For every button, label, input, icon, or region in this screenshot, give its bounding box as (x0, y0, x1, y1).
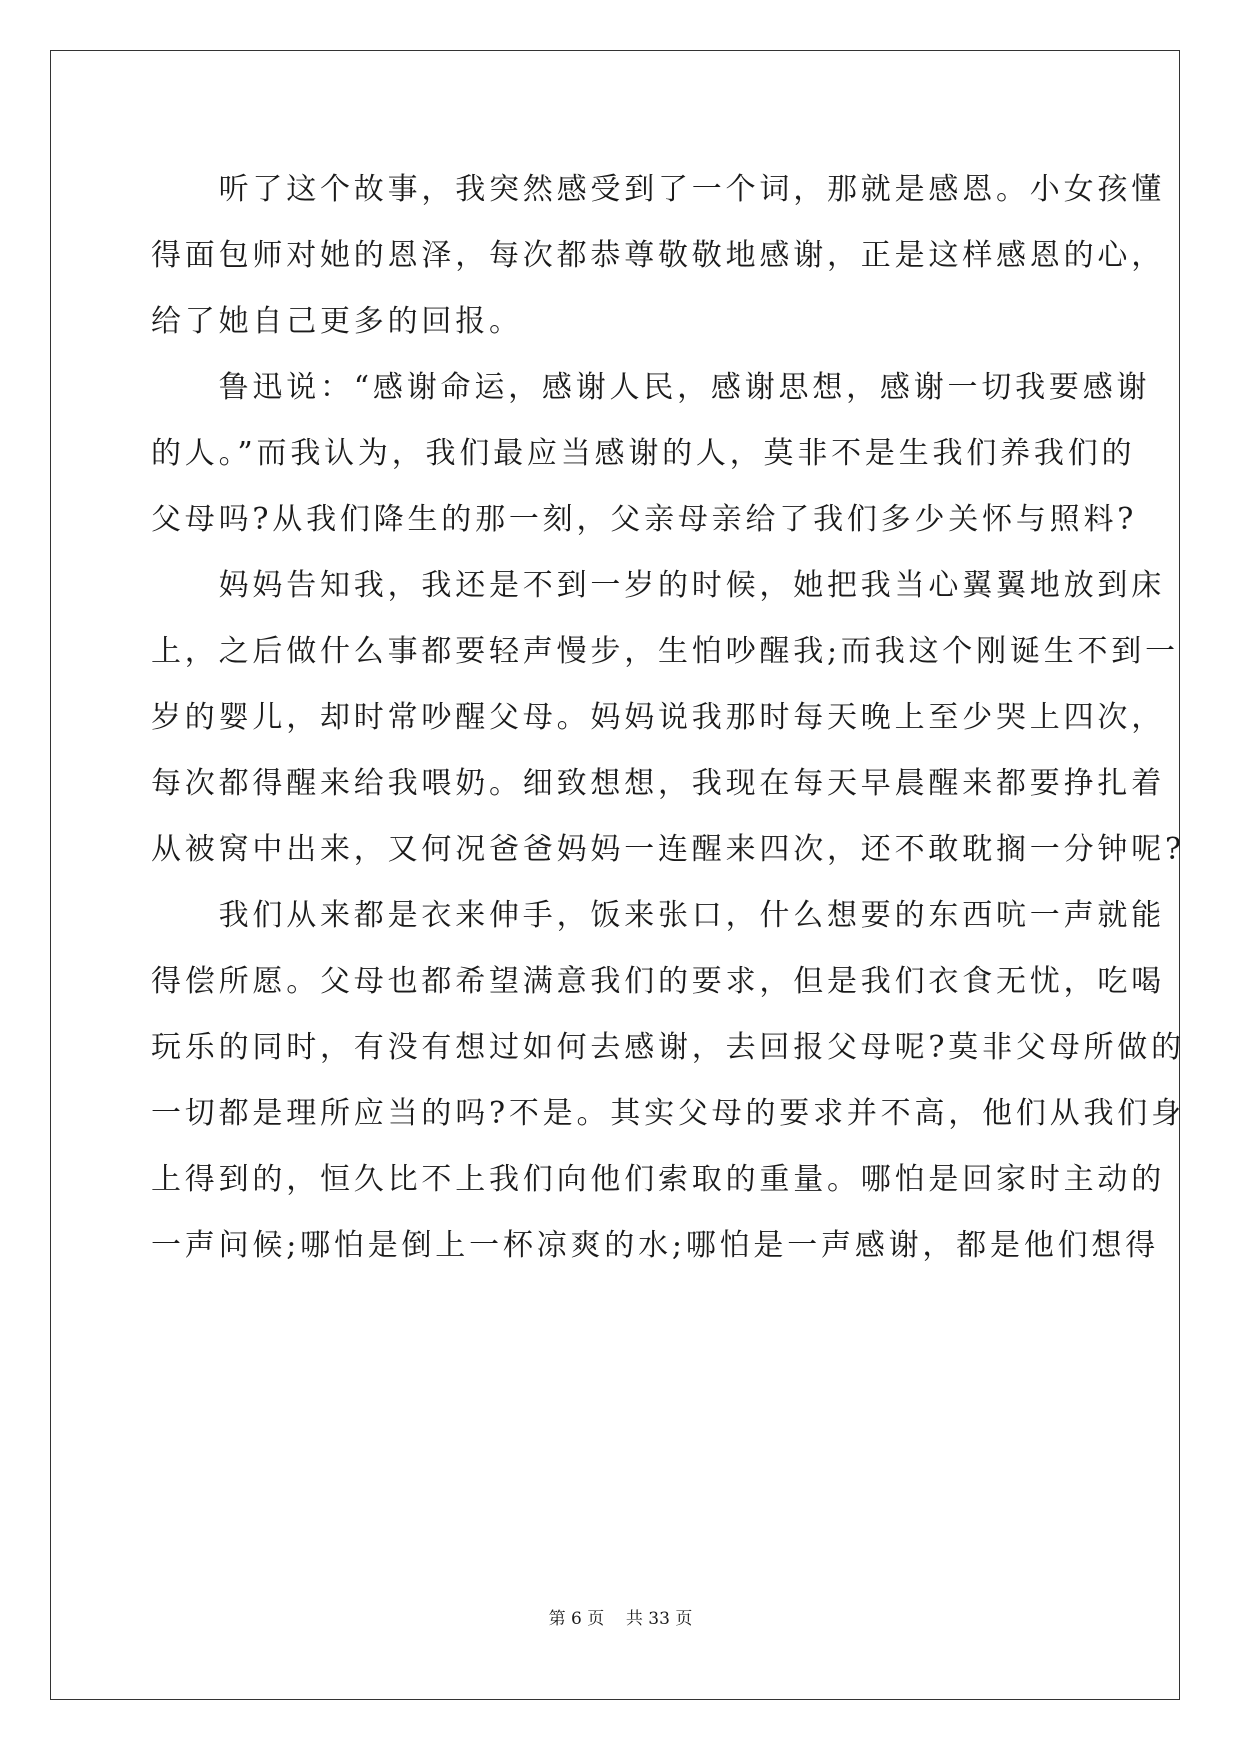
page-total: 共 33 页 (625, 1609, 693, 1629)
text-line: 一切都是理所应当的吗?不是。其实父母的要求并不高，他们从我们身 (151, 1096, 1185, 1131)
text-line: 给了她自己更多的回报。 (151, 304, 523, 339)
text-line: 岁的婴儿，却时常吵醒父母。妈妈说我那时每天晚上至少哭上四次， (151, 700, 1165, 735)
text-line: 的人。”而我认为，我们最应当感谢的人，莫非不是生我们养我们的 (151, 436, 1136, 471)
text-line: 一声问候;哪怕是倒上一杯凉爽的水;哪怕是一声感谢，都是他们想得 (151, 1228, 1160, 1263)
page-number: 第 6 页 (548, 1609, 605, 1629)
text-line: 我们从来都是衣来伸手，饭来张口，什么想要的东西吭一声就能 (151, 898, 1165, 933)
text-line: 玩乐的同时，有没有想过如何去感谢，去回报父母呢?莫非父母所做的 (151, 1030, 1185, 1065)
text-line: 从被窝中出来，又何况爸爸妈妈一连醒来四次，还不敢耽搁一分钟呢? (151, 832, 1185, 867)
text-line: 父母吗?从我们降生的那一刻，父亲母亲给了我们多少关怀与照料? (151, 502, 1138, 537)
text-line: 得偿所愿。父母也都希望满意我们的要求，但是我们衣食无忧，吃喝 (151, 964, 1165, 999)
text-line: 鲁迅说：“感谢命运，感谢人民，感谢思想，感谢一切我要感谢 (151, 370, 1151, 405)
page-footer (0, 1604, 1241, 1629)
text-line: 听了这个故事，我突然感受到了一个词，那就是感恩。小女孩懂 (151, 172, 1165, 207)
text-line: 上，之后做什么事都要轻声慢步，生怕吵醒我;而我这个刚诞生不到一 (151, 634, 1179, 669)
text-line: 得面包师对她的恩泽，每次都恭尊敬敬地感谢，正是这样感恩的心， (151, 238, 1165, 273)
text-line: 每次都得醒来给我喂奶。细致想想，我现在每天早晨醒来都要挣扎着 (151, 766, 1165, 801)
text-line: 妈妈告知我，我还是不到一岁的时候，她把我当心翼翼地放到床 (151, 568, 1165, 603)
text-line: 上得到的，恒久比不上我们向他们索取的重量。哪怕是回家时主动的 (151, 1162, 1165, 1197)
